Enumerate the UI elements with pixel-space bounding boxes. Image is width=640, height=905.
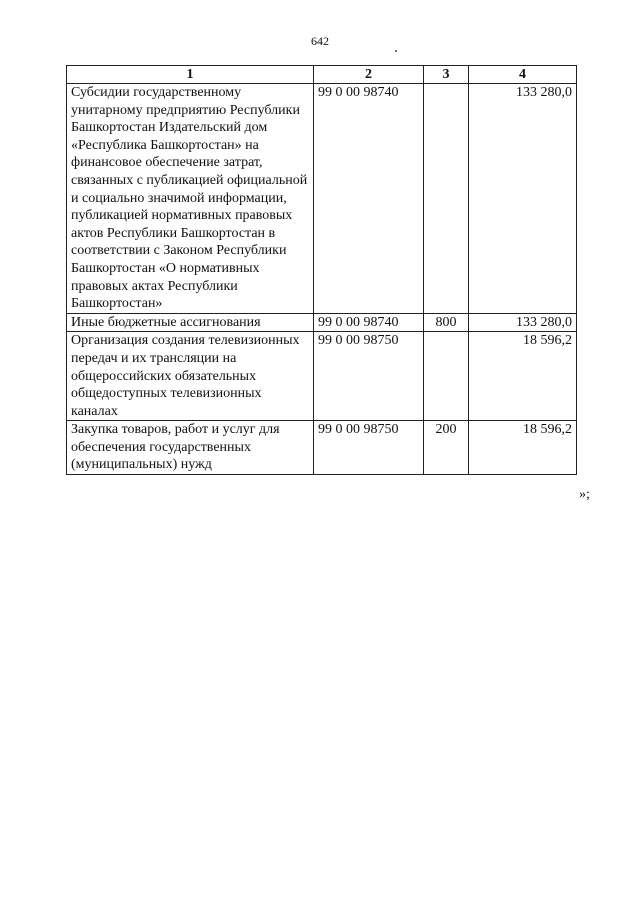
column-header-2: 2 [314, 66, 424, 84]
row-name: Организация создания телевизионных передач и их трансляции на общероссийских обязательных общедоступных телевизионных каналах [67, 332, 314, 421]
table-row [67, 84, 577, 314]
scan-speck [395, 50, 397, 52]
row-amount: 18 596,2 [469, 421, 577, 475]
row-amount: 133 280,0 [469, 313, 577, 332]
closing-quote-mark: »; [579, 487, 590, 502]
column-header-3: 3 [424, 66, 469, 84]
table-row [67, 313, 577, 332]
row-name: Иные бюджетные ассигнования [67, 313, 314, 332]
column-header-1: 1 [67, 66, 314, 84]
budget-table [66, 65, 577, 475]
row-amount: 133 280,0 [469, 84, 577, 314]
row-name: Закупка товаров, работ и услуг для обеспечения государственных (муниципальных) нужд [67, 421, 314, 475]
table-row [67, 421, 577, 475]
row-type [424, 332, 469, 421]
row-code: 99 0 00 98740 [314, 313, 424, 332]
table-header-row [67, 66, 577, 84]
column-header-4: 4 [469, 66, 577, 84]
row-name: Субсидии государственному унитарному предприятию Республики Башкортостан Издательский дом «Республика Башкортостан» на финансовое обеспечение затрат, связанных с публикацией официальной и социально значимой информации, публикацией нормативных правовых актов Республики Башкортостан в соответствии с Законом Республики Башкортостан «О нормативных правовых актах Республики Башкортостан» [67, 84, 314, 314]
row-code: 99 0 00 98740 [314, 84, 424, 314]
row-type [424, 84, 469, 314]
row-code: 99 0 00 98750 [314, 332, 424, 421]
table-row [67, 332, 577, 421]
row-type: 800 [424, 313, 469, 332]
page-number: 642 [311, 34, 329, 48]
row-type: 200 [424, 421, 469, 475]
row-amount: 18 596,2 [469, 332, 577, 421]
row-code: 99 0 00 98750 [314, 421, 424, 475]
